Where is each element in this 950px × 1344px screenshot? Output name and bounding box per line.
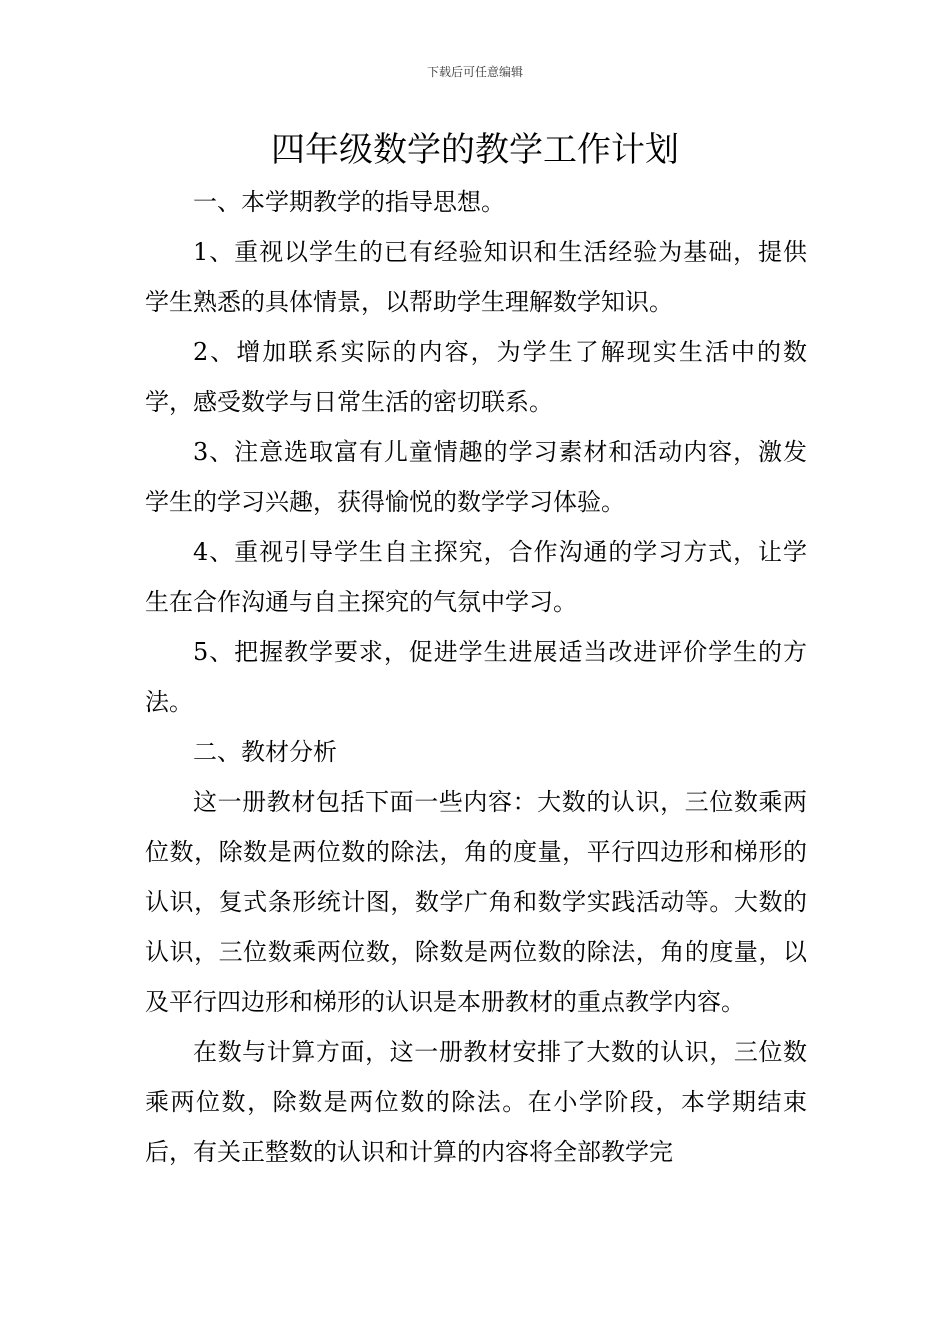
header-note: 下载后可任意编辑 xyxy=(426,65,523,79)
paragraph: 在数与计算方面，这一册教材安排了大数的认识，三位数乘两位数，除数是两位数的除法。在小学阶段，本学期结束后，有关正整数的认识和计算的内容将全部教学完 xyxy=(145,1038,807,1166)
paragraph: 3、注意选取富有儿童情趣的学习素材和活动内容，激发学生的学习兴趣，获得愉悦的数学学习体验。 xyxy=(145,438,807,516)
paragraph: 2、增加联系实际的内容，为学生了解现实生活中的数学，感受数学与日常生活的密切联系。 xyxy=(145,338,807,416)
section-heading: 二、教材分析 xyxy=(193,738,337,766)
section-heading: 一、本学期教学的指导思想。 xyxy=(193,188,505,216)
paragraph: 4、重视引导学生自主探究，合作沟通的学习方式，让学生在合作沟通与自主探究的气氛中学习。 xyxy=(145,538,807,616)
document-body xyxy=(145,177,807,1177)
paragraph: 5、把握教学要求，促进学生进展适当改进评价学生的方法。 xyxy=(145,638,807,716)
paragraph: 这一册教材包括下面一些内容：大数的认识，三位数乘两位数，除数是两位数的除法，角的度量，平行四边形和梯形的认识，复式条形统计图，数学广角和数学实践活动等。大数的认识，三位数乘两位数，除数是两位数的除法，角的度量，以及平行四边形和梯形的认识是本册教材的重点教学内容。 xyxy=(145,788,807,1016)
document-title: 四年级数学的教学工作计划 xyxy=(271,130,679,170)
paragraph: 1、重视以学生的已有经验知识和生活经验为基础，提供学生熟悉的具体情景，以帮助学生理解数学知识。 xyxy=(145,238,807,316)
